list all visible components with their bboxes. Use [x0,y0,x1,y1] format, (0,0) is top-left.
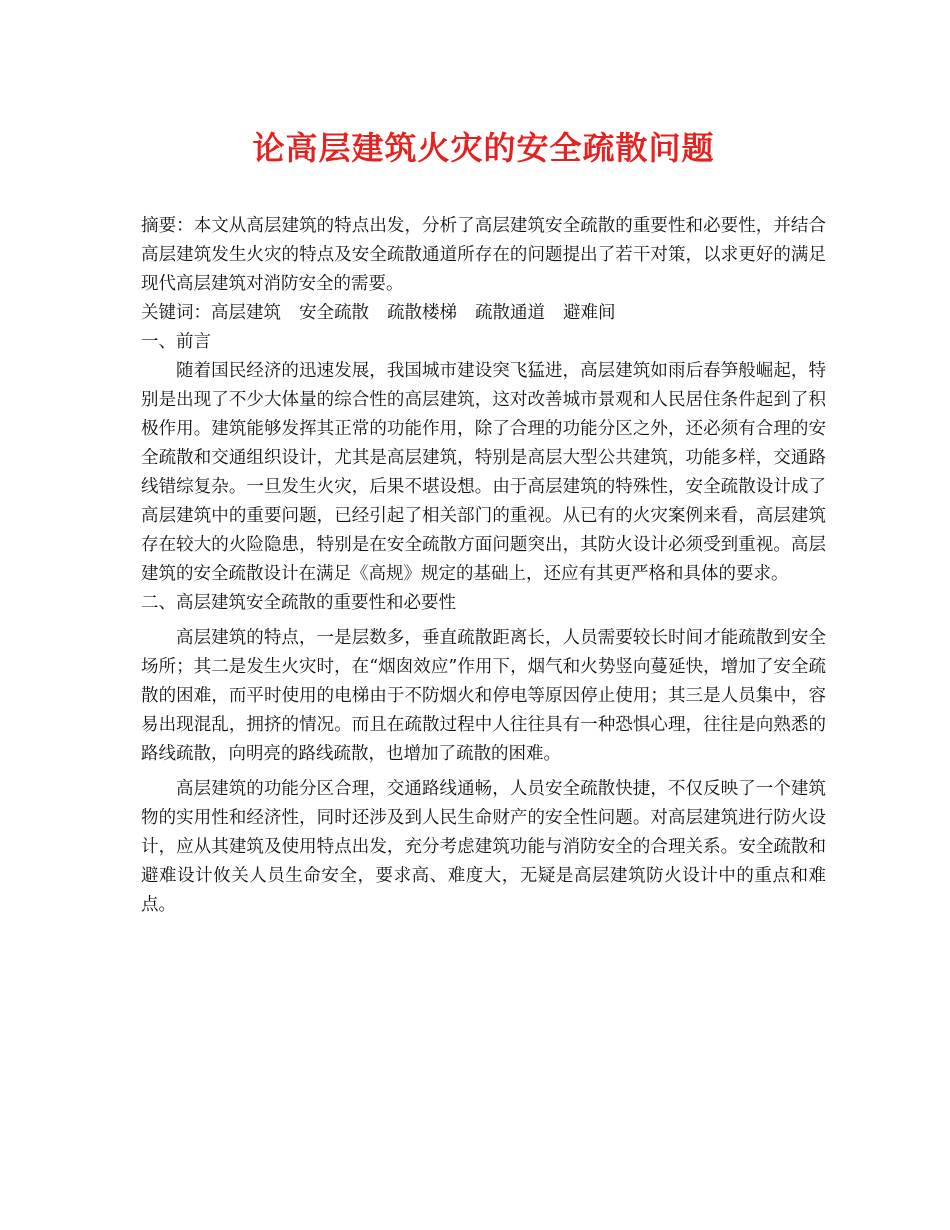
keyword: 安全疏散 [299,303,369,323]
keyword: 疏散楼梯 [387,303,457,323]
document-title: 论高层建筑火灾的安全疏散问题 [252,129,715,167]
preface-paragraph: 随着国民经济的迅速发展，我国城市建设突飞猛进，高层建筑如雨后春笋般崛起，特别是出现了不少大体量的综合性的高层建筑，这对改善城市景观和人民居住条件起到了积极作用。建筑能够发挥其正常的功能作用，除了合理的功能分区之外，还必须有合理的安全疏散和交通组织设计，尤其是高层建筑，特别是高层大型公共建筑，功能多样，交通路线错综复杂。一旦发生火灾，后果不堪设想。由于高层建筑的特殊性，安全疏散设计成了高层建筑中的重要问题，已经引起了相关部门的重视。从已有的火灾案例来看，高层建筑存在较大的火险隐患，特别是在安全疏散方面问题突出，其防火设计必须受到重视。高层建筑的安全疏散设计在满足《高规》规定的基础上，还应有其更严格和具体的要求。 [141,361,826,584]
keywords-label: 关键词： [141,303,211,323]
section-heading-importance: 二、高层建筑安全疏散的重要性和必要性 [141,593,456,613]
keywords-line [141,299,826,328]
keyword: 高层建筑 [211,303,281,323]
importance-paragraph-1: 高层建筑的特点，一是层数多，垂直疏散距离长，人员需要较长时间才能疏散到安全场所；其二是发生火灾时，在“烟囱效应”作用下，烟气和火势竖向蔓延快，增加了安全疏散的困难，而平时使用的电梯由于不防烟火和停电等原因停止使用；其三是人员集中，容易出现混乱，拥挤的情况。而且在疏散过程中人往往具有一种恐惧心理，往往是向熟悉的路线疏散，向明亮的路线疏散，也增加了疏散的困难。 [141,628,826,764]
importance-paragraph-2: 高层建筑的功能分区合理，交通路线通畅，人员安全疏散快捷，不仅反映了一个建筑物的实用性和经济性，同时还涉及到人民生命财产的安全性问题。对高层建筑进行防火设计，应从其建筑及使用特点出发，充分考虑建筑功能与消防安全的合理关系。安全疏散和避难设计攸关人员生命安全，要求高、难度大，无疑是高层建筑防火设计中的重点和难点。 [141,779,826,915]
keyword: 疏散通道 [475,303,545,323]
abstract-paragraph: 摘要：本文从高层建筑的特点出发，分析了高层建筑安全疏散的重要性和必要性，并结合高层建筑发生火灾的特点及安全疏散通道所存在的问题提出了若干对策，以求更好的满足现代高层建筑对消防安全的需要。 [141,216,826,294]
keyword: 避难间 [563,303,616,323]
section-heading-preface: 一、前言 [141,332,211,352]
